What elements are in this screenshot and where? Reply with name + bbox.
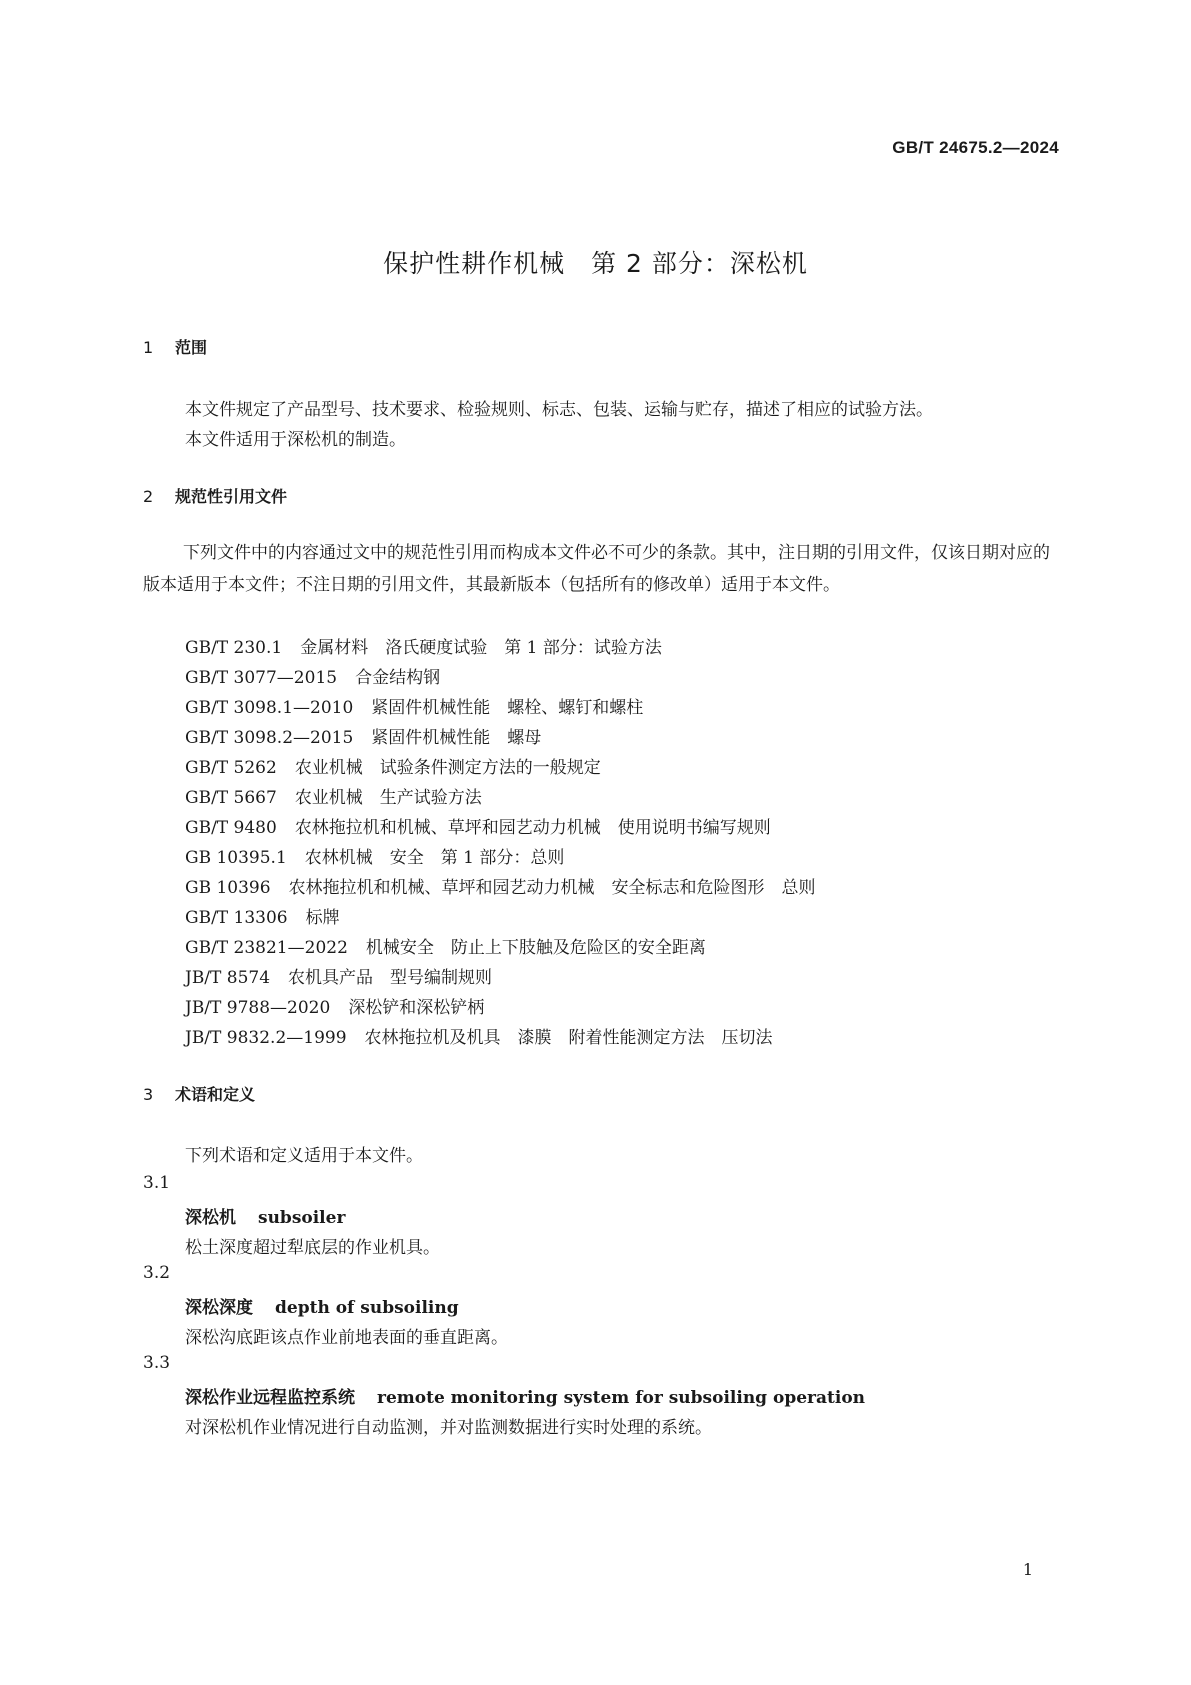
reference-item	[185, 993, 484, 1018]
section-number: 2	[143, 487, 154, 506]
reference-title: 农林机械 安全 第 1 部分：总则	[304, 848, 565, 868]
reference-title: 农机具产品 型号编制规则	[288, 968, 493, 988]
reference-code: GB/T 5262	[185, 758, 277, 778]
reference-item	[185, 933, 706, 958]
reference-title: 金属材料 洛氏硬度试验 第 1 部分：试验方法	[300, 638, 662, 658]
term-en: depth of subsoiling	[275, 1298, 459, 1318]
reference-code: GB/T 13306	[185, 908, 288, 928]
reference-title: 深松铲和深松铲柄	[348, 998, 485, 1018]
reference-item	[185, 873, 816, 898]
reference-title: 农林拖拉机和机械、草坪和园艺动力机械 使用说明书编写规则	[294, 818, 771, 838]
reference-code: GB/T 230.1	[185, 638, 283, 658]
reference-item	[185, 903, 340, 928]
term-heading	[185, 1203, 345, 1228]
reference-title: 农业机械 生产试验方法	[294, 788, 482, 808]
terms-intro: 下列术语和定义适用于本文件。	[185, 1146, 423, 1166]
term-number: 3.1	[143, 1173, 171, 1193]
reference-code: GB/T 3077—2015	[185, 668, 338, 688]
term-heading	[185, 1383, 865, 1408]
reference-title: 农林拖拉机和机械、草坪和园艺动力机械 安全标志和危险图形 总则	[288, 878, 816, 898]
section-title: 术语和定义	[175, 1085, 256, 1104]
reference-code: GB/T 3098.2—2015	[185, 728, 354, 748]
page-number: 1	[1022, 1560, 1033, 1579]
term-number: 3.3	[143, 1353, 171, 1373]
section-number: 1	[143, 338, 154, 357]
term-definition: 对深松机作业情况进行自动监测，并对监测数据进行实时处理的系统。	[185, 1418, 712, 1438]
reference-item	[185, 723, 541, 748]
reference-item	[185, 963, 492, 988]
term-en: subsoiler	[258, 1208, 346, 1228]
reference-item	[185, 783, 482, 808]
scope-paragraph: 本文件规定了产品型号、技术要求、检验规则、标志、包装、运输与贮存，描述了相应的试验方法。	[185, 400, 933, 420]
reference-code: GB 10395.1	[185, 848, 287, 868]
reference-title: 紧固件机械性能 螺栓、螺钉和螺柱	[371, 698, 644, 718]
term-definition: 深松沟底距该点作业前地表面的垂直距离。	[185, 1328, 508, 1348]
section-heading-normative-references	[143, 484, 287, 507]
term-zh: 深松深度	[185, 1298, 253, 1318]
term-zh: 深松作业远程监控系统	[185, 1388, 355, 1408]
scope-paragraph: 本文件适用于深松机的制造。	[185, 430, 406, 450]
reference-item	[185, 633, 662, 658]
section-title: 规范性引用文件	[175, 487, 288, 506]
section-title: 范围	[175, 338, 208, 357]
reference-item	[185, 813, 771, 838]
reference-code: GB/T 9480	[185, 818, 277, 838]
reference-title: 合金结构钢	[355, 668, 441, 688]
reference-code: GB/T 23821—2022	[185, 938, 348, 958]
reference-title: 紧固件机械性能 螺母	[371, 728, 542, 748]
section-number: 3	[143, 1085, 154, 1104]
reference-item	[185, 693, 643, 718]
reference-item	[185, 663, 440, 688]
term-heading	[185, 1293, 459, 1318]
term-number: 3.2	[143, 1263, 171, 1283]
section-heading-scope	[143, 335, 207, 358]
reference-code: GB/T 3098.1—2010	[185, 698, 354, 718]
standard-code: GB/T 24675.2—2024	[892, 138, 1059, 157]
reference-item	[185, 753, 601, 778]
term-zh: 深松机	[185, 1208, 236, 1228]
reference-title: 农业机械 试验条件测定方法的一般规定	[294, 758, 601, 778]
reference-item	[185, 1023, 773, 1048]
reference-code: GB 10396	[185, 878, 271, 898]
reference-code: GB/T 5667	[185, 788, 277, 808]
references-intro: 下列文件中的内容通过文中的规范性引用而构成本文件必不可少的条款。其中，注日期的引用文件，仅该日期对应的版本适用于本文件；不注日期的引用文件，其最新版本（包括所有的修改单）适用于本文件。	[143, 543, 1050, 595]
reference-title: 机械安全 防止上下肢触及危险区的安全距离	[365, 938, 706, 958]
reference-code: JB/T 9788—2020	[185, 998, 331, 1018]
section-heading-terms-definitions	[143, 1082, 255, 1105]
term-definition: 松土深度超过犁底层的作业机具。	[185, 1238, 440, 1258]
reference-item	[185, 843, 564, 868]
document-title: 保护性耕作机械 第 2 部分：深松机	[383, 249, 808, 278]
reference-title: 标牌	[305, 908, 340, 928]
reference-code: JB/T 8574	[185, 968, 271, 988]
reference-title: 农林拖拉机及机具 漆膜 附着性能测定方法 压切法	[364, 1028, 773, 1048]
term-en: remote monitoring system for subsoiling operation	[377, 1388, 866, 1408]
reference-code: JB/T 9832.2—1999	[185, 1028, 347, 1048]
